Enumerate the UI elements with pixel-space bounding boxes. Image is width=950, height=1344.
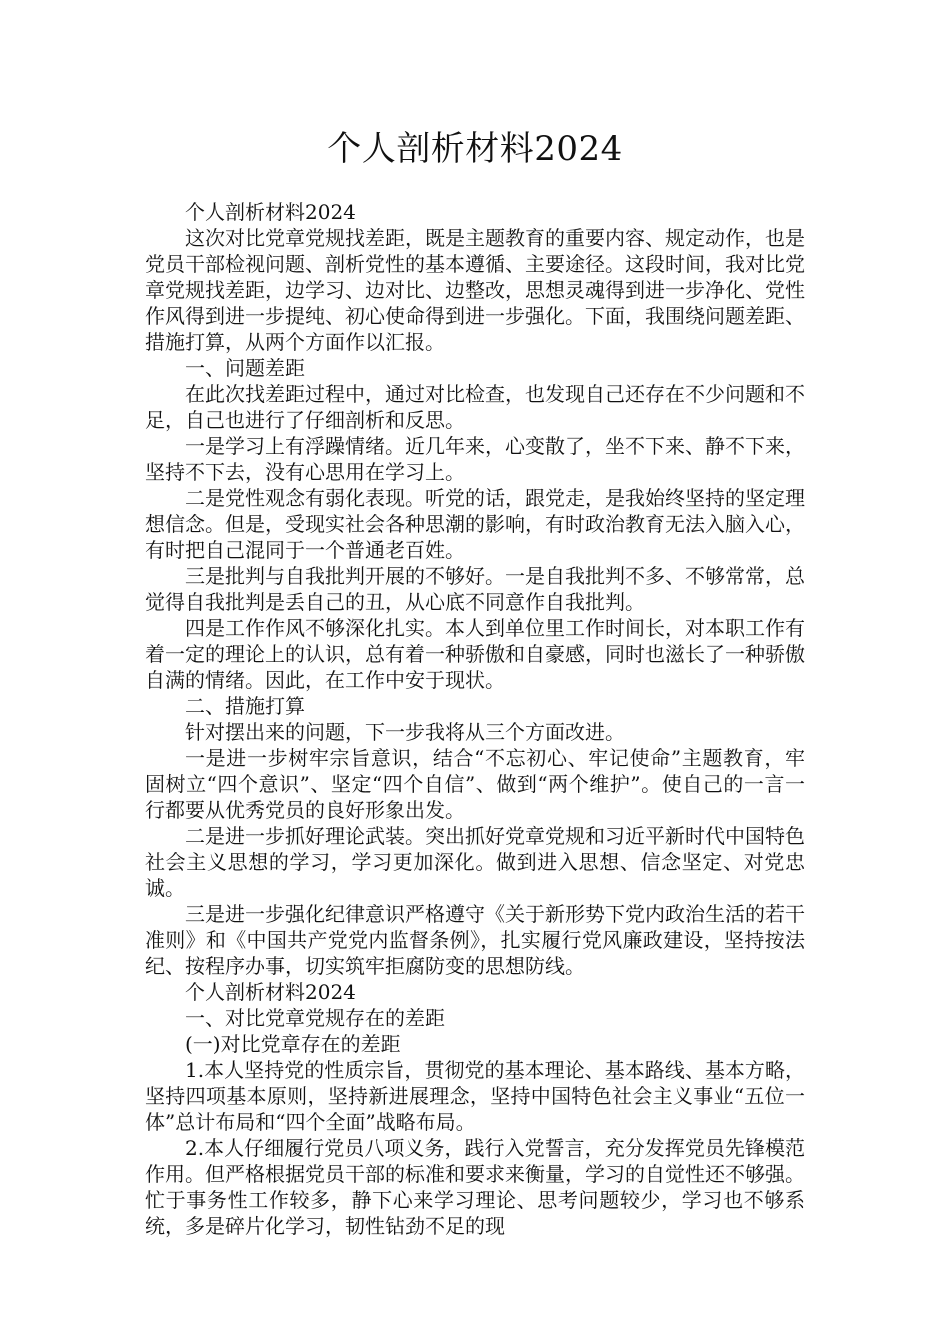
paragraph: 三是进一步强化纪律意识严格遵守《关于新形势下党内政治生活的若干准则》和《中国共产党党内监督条例》，扎实履行党风廉政建设，坚持按法纪、按程序办事，切实筑牢拒腐防变的思想防线。	[145, 902, 805, 978]
section-heading: 一、问题差距	[185, 356, 305, 380]
document-title: 个人剖析材料2024	[327, 129, 623, 169]
subsection-heading: (一)对比党章存在的差距	[185, 1032, 401, 1056]
paragraph: 二是进一步抓好理论武装。突出抓好党章党规和习近平新时代中国特色社会主义思想的学习，学习更加深化。做到进入思想、信念坚定、对党忠诚。	[145, 824, 805, 900]
paragraph: 一是进一步树牢宗旨意识，结合“不忘初心、牢记使命”主题教育，牢固树立“四个意识”、坚定“四个自信”、做到“两个维护”。使自己的一言一行都要从优秀党员的良好形象出发。	[145, 746, 805, 822]
paragraph: 三是批判与自我批判开展的不够好。一是自我批判不多、不够常常，总觉得自我批判是丢自己的丑，从心底不同意作自我批判。	[145, 564, 805, 614]
section-heading: 二、措施打算	[185, 694, 305, 718]
paragraph: 针对摆出来的问题，下一步我将从三个方面改进。	[185, 720, 625, 744]
document-body	[145, 199, 805, 1239]
paragraph: 2.本人仔细履行党员八项义务，践行入党誓言，充分发挥党员先锋模范作用。但严格根据党员干部的标准和要求来衡量，学习的自觉性还不够强。忙于事务性工作较多，静下心来学习理论、思考问题较少，学习也不够系统，多是碎片化学习，韧性钻劲不足的现	[145, 1136, 805, 1238]
paragraph: 个人剖析材料2024	[185, 200, 356, 224]
paragraph: 个人剖析材料2024	[185, 980, 356, 1004]
paragraph: 一是学习上有浮躁情绪。近几年来，心变散了，坐不下来、静不下来，坚持不下去，没有心思用在学习上。	[145, 434, 805, 484]
paragraph: 二是党性观念有弱化表现。听党的话，跟党走，是我始终坚持的坚定理想信念。但是，受现实社会各种思潮的影响，有时政治教育无法入脑入心，有时把自己混同于一个普通老百姓。	[145, 486, 805, 562]
paragraph: 1.本人坚持党的性质宗旨，贯彻党的基本理论、基本路线、基本方略，坚持四项基本原则，坚持新进展理念，坚持中国特色社会主义事业“五位一体”总计布局和“四个全面”战略布局。	[145, 1058, 805, 1134]
section-heading: 一、对比党章党规存在的差距	[185, 1006, 445, 1030]
paragraph: 这次对比党章党规找差距，既是主题教育的重要内容、规定动作，也是党员干部检视问题、剖析党性的基本遵循、主要途径。这段时间，我对比党章党规找差距，边学习、边对比、边整改，思想灵魂得到进一步净化、党性作风得到进一步提纯、初心使命得到进一步强化。下面，我围绕问题差距、措施打算，从两个方面作以汇报。	[145, 226, 805, 354]
paragraph: 在此次找差距过程中，通过对比检查，也发现自己还存在不少问题和不足，自己也进行了仔细剖析和反思。	[145, 382, 805, 432]
paragraph: 四是工作作风不够深化扎实。本人到单位里工作时间长，对本职工作有着一定的理论上的认识，总有着一种骄傲和自豪感，同时也滋长了一种骄傲自满的情绪。因此，在工作中安于现状。	[145, 616, 805, 692]
